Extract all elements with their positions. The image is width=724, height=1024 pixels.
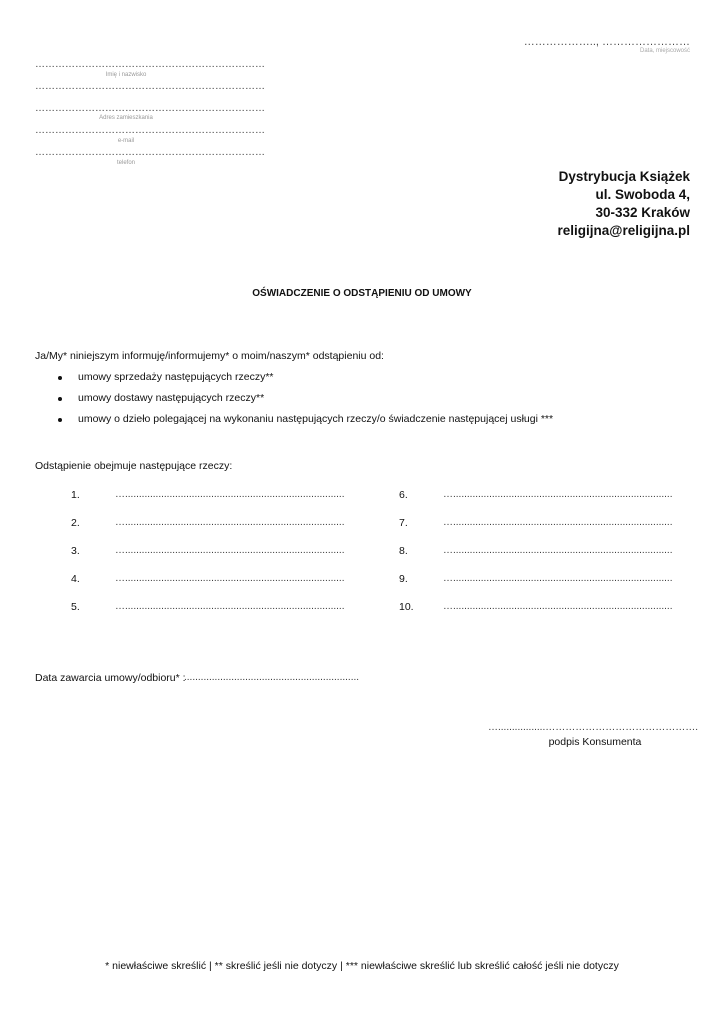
item-number: 3. <box>71 545 80 557</box>
item-field[interactable]: …............................................................................... <box>443 573 673 584</box>
bullet-icon <box>58 397 62 401</box>
signature-caption: podpis Konsumenta <box>548 736 642 748</box>
bullet-item-delivery[interactable]: umowy dostawy następujących rzeczy** <box>78 392 265 404</box>
item-field[interactable]: …............................................................................... <box>443 601 673 612</box>
item-field[interactable]: …............................................................................... <box>115 601 345 612</box>
address-field-line2[interactable]: …………………………………………………………… <box>35 103 265 114</box>
item-number: 10. <box>399 601 414 613</box>
item-number: 2. <box>71 517 80 529</box>
item-number: 1. <box>71 489 80 501</box>
item-field[interactable]: …............................................................................... <box>115 545 345 556</box>
email-field[interactable]: …………………………………………………………… <box>35 125 265 136</box>
item-field[interactable]: …............................................................................... <box>115 517 345 528</box>
item-number: 6. <box>399 489 408 501</box>
item-number: 9. <box>399 573 408 585</box>
bullet-icon <box>58 418 62 422</box>
recipient-address <box>558 168 690 240</box>
intro-text: Ja/My* niniejszym informuję/informujemy* o moim/naszym* odstąpieniu od: <box>35 350 384 362</box>
bullet-item-sale[interactable]: umowy sprzedaży następujących rzeczy** <box>78 371 274 383</box>
item-number: 7. <box>399 517 408 529</box>
item-number: 5. <box>71 601 80 613</box>
address-field-line1[interactable]: …………………………………………………………… <box>35 81 265 92</box>
phone-caption: telefon <box>116 160 135 166</box>
phone-field[interactable]: …………………………………………………………… <box>35 147 265 158</box>
recipient-name: Dystrybucja Książek <box>558 169 690 184</box>
item-field[interactable]: …............................................................................... <box>443 517 673 528</box>
footnote: * niewłaściwe skreślić | ** skreślić jeśli nie dotyczy | *** niewłaściwe skreślić lub skreślić całość jeśli nie dotyczy <box>105 960 619 972</box>
name-caption: Imię i nazwisko <box>105 72 147 78</box>
recipient-street: ul. Swoboda 4, <box>595 187 690 202</box>
document-title: OŚWIADCZENIE O ODSTĄPIENIU OD UMOWY <box>252 288 472 299</box>
contract-date-field[interactable]: ............................................................... <box>184 672 360 683</box>
date-place-caption: Data, miejscowość <box>639 48 690 54</box>
name-field[interactable]: …………………………………………………………… <box>35 59 265 70</box>
item-field[interactable]: …............................................................................... <box>115 489 345 500</box>
recipient-email: religijna@religijna.pl <box>557 223 690 238</box>
item-number: 8. <box>399 545 408 557</box>
item-number: 4. <box>71 573 80 585</box>
item-field[interactable]: …............................................................................... <box>443 489 673 500</box>
date-place-dots[interactable]: ……………….., …………………… <box>523 36 690 48</box>
bullet-item-work[interactable]: umowy o dzieło polegającej na wykonaniu następujących rzeczy/o świadczenie następującej usługi *** <box>78 413 554 425</box>
items-heading: Odstąpienie obejmuje następujące rzeczy: <box>35 460 233 472</box>
bullet-icon <box>58 376 62 380</box>
recipient-city: 30-332 Kraków <box>595 205 690 220</box>
address-caption: Adres zamieszkania <box>99 115 153 121</box>
contract-date-label: Data zawarcia umowy/odbioru* : <box>35 672 186 684</box>
signature-field[interactable]: ….................………………………………………. <box>488 722 699 733</box>
item-field[interactable]: …............................................................................... <box>443 545 673 556</box>
email-caption: e-mail <box>117 138 135 144</box>
item-field[interactable]: …............................................................................... <box>115 573 345 584</box>
